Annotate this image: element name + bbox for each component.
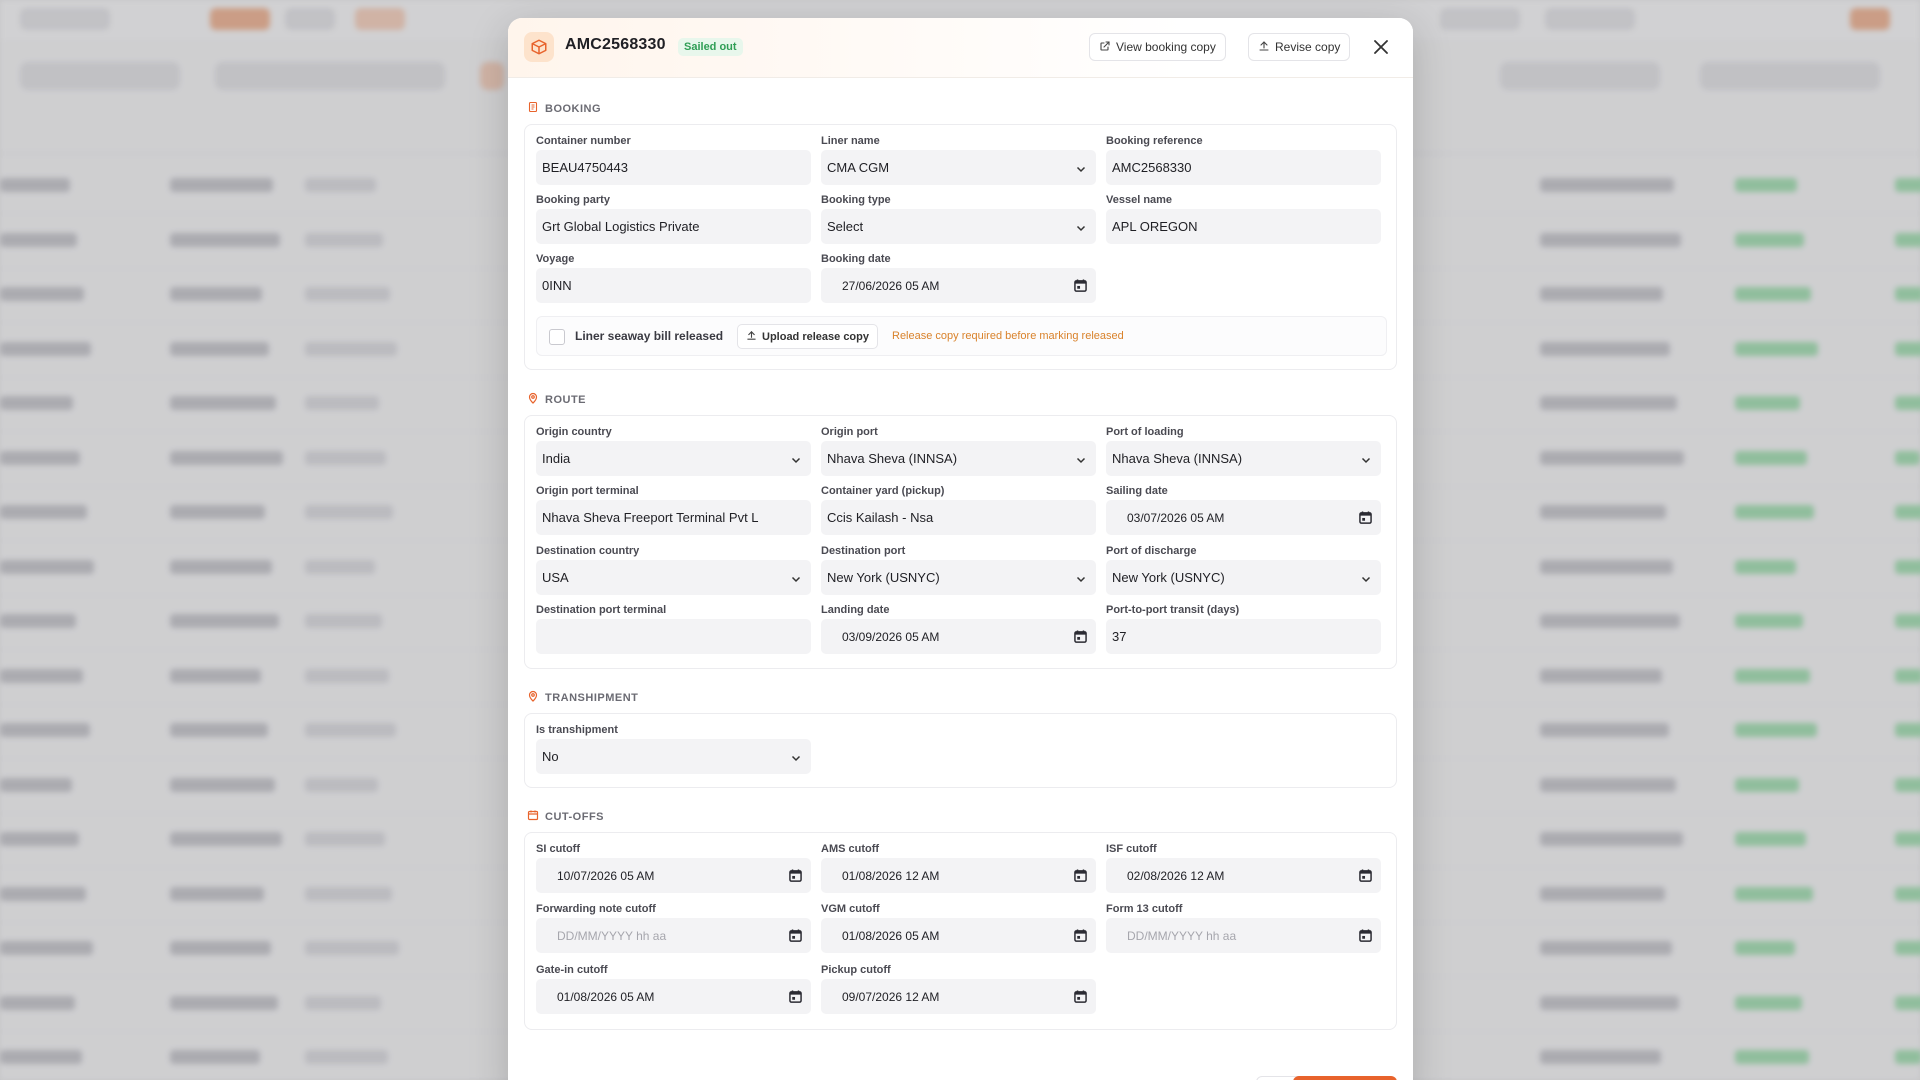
forwarding-note-cutoff-field: Forwarding note cutoff DD/MM/YYYY hh aa [536,902,811,953]
landing-date-picker[interactable]: 03/09/2026 05 AM [821,619,1096,654]
transit-days-input[interactable]: 37 [1106,619,1381,654]
document-icon [527,101,539,116]
calendar-icon[interactable] [1074,279,1087,295]
view-booking-copy-button[interactable] [1089,33,1226,61]
si-cutoff-field: SI cutoff 10/07/2026 05 AM [536,842,811,893]
is-transhipment-field: Is transhipment No [536,723,811,774]
booking-date-field: Booking date 27/06/2026 05 AM [821,252,1096,303]
container-yard-field: Container yard (pickup) Ccis Kailash - Nsa [821,484,1096,535]
sailing-date-picker[interactable]: 03/07/2026 05 AM [1106,500,1381,535]
port-of-loading-select[interactable]: Nhava Sheva (INNSA) [1106,441,1381,476]
page-title: AMC2568330 [565,36,666,53]
destination-port-field: Destination port New York (USNYC) [821,544,1096,595]
upload-icon [1258,40,1270,55]
chevron-down-icon [1076,453,1086,468]
calendar-icon[interactable] [1074,990,1087,1006]
calendar-icon [527,809,539,824]
view-booking-copy-label: View booking copy [1116,40,1216,54]
vgm-cutoff-picker[interactable]: 01/08/2026 05 AM [821,918,1096,953]
sailing-date-field: Sailing date 03/07/2026 05 AM [1106,484,1381,535]
isf-cutoff-picker[interactable]: 02/08/2026 12 AM [1106,858,1381,893]
booking-date-picker[interactable]: 27/06/2026 05 AM [821,268,1096,303]
gate-in-cutoff-field: Gate-in cutoff 01/08/2026 05 AM [536,963,811,1014]
port-of-discharge-select[interactable]: New York (USNYC) [1106,560,1381,595]
chevron-down-icon [791,453,801,468]
booking-card [524,124,1397,370]
port-of-discharge-field: Port of discharge New York (USNYC) [1106,544,1381,595]
forwarding-note-cutoff-picker[interactable]: DD/MM/YYYY hh aa [536,918,811,953]
chevron-down-icon [1076,162,1086,177]
calendar-icon[interactable] [789,869,802,885]
chevron-down-icon [1076,221,1086,236]
calendar-icon[interactable] [1074,630,1087,646]
destination-country-select[interactable]: USA [536,560,811,595]
chevron-down-icon [791,572,801,587]
ams-cutoff-field: AMS cutoff 01/08/2026 12 AM [821,842,1096,893]
booking-reference-input[interactable]: AMC2568330 [1106,150,1381,185]
chevron-down-icon [1076,572,1086,587]
gate-in-cutoff-picker[interactable]: 01/08/2026 05 AM [536,979,811,1014]
calendar-icon[interactable] [1359,511,1372,527]
box-icon [524,32,554,62]
destination-port-terminal-input[interactable] [536,619,811,654]
transit-days-field: Port-to-port transit (days) 37 [1106,603,1381,654]
voyage-input[interactable]: 0INN [536,268,811,303]
calendar-icon[interactable] [1359,869,1372,885]
landing-date-field: Landing date 03/09/2026 05 AM [821,603,1096,654]
booking-party-field: Booking party Grt Global Logistics Private [536,193,811,244]
section-title-transhipment: TRANSHIPMENT [527,690,638,705]
map-pin-icon [527,690,539,705]
release-warning-text: Release copy required before marking released [892,330,1124,342]
destination-port-select[interactable]: New York (USNYC) [821,560,1096,595]
seaway-bill-release-row [536,316,1387,356]
origin-port-terminal-input[interactable]: Nhava Sheva Freeport Terminal Pvt L [536,500,811,535]
section-title-booking: BOOKING [527,101,601,116]
destination-country-field: Destination country USA [536,544,811,595]
origin-port-field: Origin port Nhava Sheva (INNSA) [821,425,1096,476]
isf-cutoff-field: ISF cutoff 02/08/2026 12 AM [1106,842,1381,893]
liner-name-select[interactable]: CMA CGM [821,150,1096,185]
origin-country-select[interactable]: India [536,441,811,476]
pickup-cutoff-picker[interactable]: 09/07/2026 12 AM [821,979,1096,1014]
booking-reference-field: Booking reference AMC2568330 [1106,134,1381,185]
form13-cutoff-field: Form 13 cutoff DD/MM/YYYY hh aa [1106,902,1381,953]
is-transhipment-select[interactable]: No [536,739,811,774]
destination-port-terminal-field: Destination port terminal [536,603,811,654]
transhipment-card [524,713,1397,788]
upload-release-copy-button[interactable]: Upload release copy [737,324,878,349]
container-number-input[interactable]: BEAU4750443 [536,150,811,185]
revise-copy-button[interactable] [1248,33,1350,61]
calendar-icon[interactable] [1074,869,1087,885]
booking-type-select[interactable]: Select [821,209,1096,244]
upload-icon [746,330,757,344]
calendar-icon[interactable] [1359,929,1372,945]
calendar-icon[interactable] [1074,929,1087,945]
close-icon[interactable] [1370,36,1392,58]
si-cutoff-picker[interactable]: 10/07/2026 05 AM [536,858,811,893]
vgm-cutoff-field: VGM cutoff 01/08/2026 05 AM [821,902,1096,953]
chevron-down-icon [1361,572,1371,587]
route-card [524,415,1397,669]
seaway-bill-released-label: Liner seaway bill released [575,329,724,343]
booking-type-field: Booking type Select [821,193,1096,244]
container-number-field: Container number BEAU4750443 [536,134,811,185]
booking-party-input[interactable]: Grt Global Logistics Private [536,209,811,244]
origin-port-terminal-field: Origin port terminal Nhava Sheva Freeport Terminal Pvt L [536,484,811,535]
external-link-icon [1099,40,1111,55]
origin-port-select[interactable]: Nhava Sheva (INNSA) [821,441,1096,476]
booking-detail-modal [508,18,1413,1080]
cutoffs-card [524,832,1397,1030]
section-title-cutoffs: CUT-OFFS [527,809,604,824]
map-pin-icon [527,392,539,407]
seaway-bill-released-checkbox[interactable] [549,329,565,345]
form13-cutoff-picker[interactable]: DD/MM/YYYY hh aa [1106,918,1381,953]
calendar-icon[interactable] [789,990,802,1006]
modal-header [508,18,1413,78]
vessel-name-field: Vessel name APL OREGON [1106,193,1381,244]
chevron-down-icon [791,751,801,766]
chevron-down-icon [1361,453,1371,468]
status-badge: Sailed out [678,38,743,56]
port-of-loading-field: Port of loading Nhava Sheva (INNSA) [1106,425,1381,476]
ams-cutoff-picker[interactable]: 01/08/2026 12 AM [821,858,1096,893]
voyage-field: Voyage 0INN [536,252,811,303]
calendar-icon[interactable] [789,929,802,945]
pickup-cutoff-field: Pickup cutoff 09/07/2026 12 AM [821,963,1096,1014]
vessel-name-input[interactable]: APL OREGON [1106,209,1381,244]
container-yard-input[interactable]: Ccis Kailash - Nsa [821,500,1096,535]
origin-country-field: Origin country India [536,425,811,476]
section-title-route: ROUTE [527,392,586,407]
liner-name-field: Liner name CMA CGM [821,134,1096,185]
revise-copy-label: Revise copy [1275,40,1341,54]
save-button[interactable] [1293,1076,1397,1080]
